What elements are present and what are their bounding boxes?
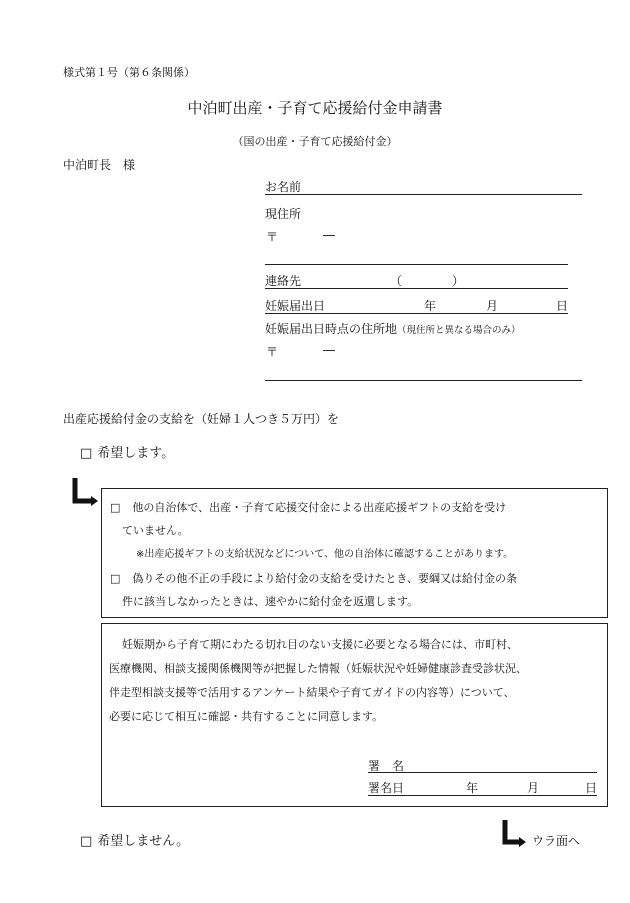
- consent-line-2: 医療機関、相談支援関係機関等が把握した情報（妊娠状況や妊婦健康診査受診状況、: [109, 662, 527, 675]
- pregnancy-date-year: 年: [424, 299, 437, 313]
- signature-label: 署 名: [368, 759, 405, 773]
- pregnancy-date-label: 妊娠届出日: [265, 299, 326, 313]
- not-want-checkbox[interactable]: □: [80, 834, 93, 849]
- address-label: 現住所: [265, 207, 302, 221]
- back-page-label: ウラ面へ: [532, 834, 581, 848]
- pregnancy-postal-mark: 〒: [266, 345, 279, 359]
- form-code: 様式第１号（第６条関係）: [63, 66, 195, 79]
- page-title: 中泊町出産・子育て応援給付金申請書: [187, 99, 443, 117]
- pregnancy-address-field[interactable]: [265, 380, 582, 381]
- postal-mark: 〒: [266, 230, 279, 244]
- pregnancy-date-month: 月: [486, 299, 499, 313]
- declaration-1-line2: ていません。: [122, 524, 189, 537]
- name-field[interactable]: [265, 194, 582, 195]
- contact-paren-close: ）: [452, 274, 465, 288]
- arrow-down-right-icon: [500, 818, 528, 850]
- declaration-item-1: □ 他の自治体で、出産・子育て応援交付金による出産応援ギフトの支給を受け: [110, 501, 507, 514]
- postal-dash: ―: [323, 228, 335, 242]
- payment-intro: 出産応援給付金の支給を（妊婦１人つき５万円）を: [63, 412, 340, 426]
- consent-line-4: 必要に応じて相互に確認・共有することに同意します。: [109, 710, 384, 723]
- page-subtitle: （国の出産・子育て応援給付金）: [232, 135, 398, 148]
- pregnancy-address-note: （現住所と異なる場合のみ）: [397, 325, 521, 336]
- signature-field[interactable]: [368, 772, 597, 773]
- contact-paren-open: （: [390, 274, 403, 288]
- contact-field[interactable]: [265, 288, 568, 289]
- consent-line-1: 妊娠期から子育て期にわたる切れ目のない支援に必要となる場合には、市町村、: [122, 638, 518, 651]
- declaration-2-checkbox[interactable]: □: [110, 572, 121, 585]
- signature-date-year: 年: [466, 781, 479, 795]
- declaration-2-line2: 件に該当しなかったときは、速やかに給付金を返還します。: [122, 595, 419, 608]
- name-label: お名前: [265, 180, 302, 194]
- want-checkbox[interactable]: □: [80, 446, 93, 461]
- address-field[interactable]: [265, 264, 568, 265]
- pregnancy-postal-dash: ―: [323, 343, 335, 357]
- contact-label: 連絡先: [265, 274, 302, 288]
- pregnancy-address-label: 妊娠届出日時点の住所地（現住所と異なる場合のみ）: [265, 322, 521, 336]
- signature-date-month: 月: [527, 781, 540, 795]
- pregnancy-date-field[interactable]: [265, 313, 568, 314]
- declaration-item-2: □ 偽りその他不正の手段により給付金の支給を受けたとき、要綱又は給付金の条: [110, 572, 517, 585]
- not-want-option[interactable]: [80, 830, 189, 849]
- want-option[interactable]: [80, 442, 174, 461]
- declaration-1-note: ※出産応援ギフトの支給状況などについて、他の自治体に確認することがあります。: [136, 549, 514, 560]
- pregnancy-date-day: 日: [556, 299, 569, 313]
- addressee: 中泊町長 様: [63, 158, 136, 172]
- signature-date-label: 署名日: [368, 781, 405, 795]
- consent-line-3: 伴走型相談支援等で活用するアンケート結果や子育てガイドの内容等）について、: [109, 686, 515, 699]
- signature-date-field[interactable]: [368, 795, 597, 796]
- arrow-down-right-icon: [70, 476, 100, 510]
- declaration-1-checkbox[interactable]: □: [110, 501, 121, 514]
- not-want-label: 希望しません。: [97, 834, 190, 849]
- signature-date-day: 日: [585, 781, 598, 795]
- want-label: 希望します。: [97, 446, 175, 461]
